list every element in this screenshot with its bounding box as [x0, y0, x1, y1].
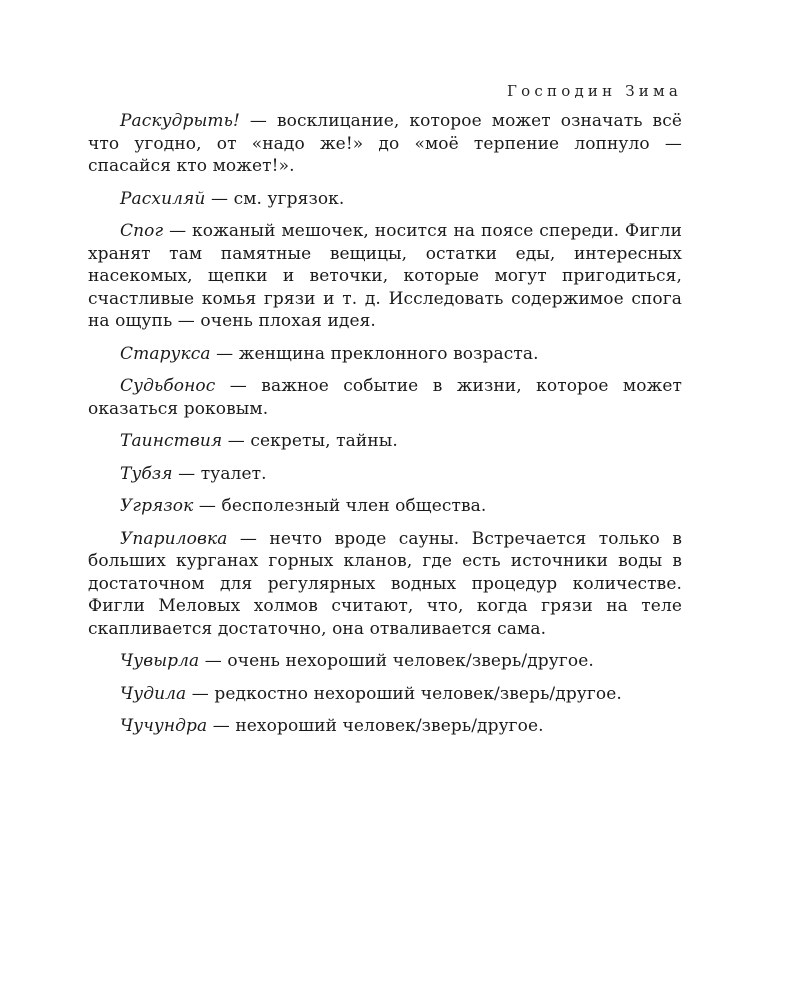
glossary-definition: — восклицание, которое может означать всё что угодно, от «надо же!» до «моё терпение лопнуло — спасайся кто может!». — [88, 111, 682, 176]
glossary-entry — [88, 375, 682, 420]
glossary-entry — [88, 110, 682, 178]
glossary-entry — [88, 463, 682, 486]
glossary-entry — [88, 495, 682, 518]
glossary-entry — [88, 188, 682, 211]
glossary-entry — [88, 715, 682, 738]
running-header: Господин Зима — [507, 82, 682, 100]
glossary-entry — [88, 220, 682, 333]
glossary-term: Раскудрыть! — [120, 111, 240, 131]
glossary-term: Таинствия — [120, 431, 223, 451]
glossary-entry — [88, 430, 682, 453]
glossary-definition: — см. угрязок. — [205, 188, 345, 209]
glossary-definition: — секреты, тайны. — [222, 431, 398, 451]
glossary-term: Чувырла — [120, 651, 200, 671]
glossary-term: Расхиляй — [120, 188, 206, 209]
glossary-term: Упариловка — [120, 528, 228, 549]
glossary-definition: — женщина преклонного возраста. — [210, 343, 539, 364]
glossary-term: Старукса — [120, 343, 211, 364]
glossary-term: Угрязок — [120, 496, 194, 516]
glossary-term: Чудила — [120, 683, 187, 704]
glossary-entry — [88, 650, 682, 673]
glossary-definition: — нехороший человек/зверь/другое. — [207, 716, 544, 736]
glossary-definition: — нечто вроде сауны. Встречается только в больших курганах горных кланов, где есть источники воды в достаточном для регулярных водных процедур количестве. Фигли Меловых холмов считают, что, когда грязи на теле скапливается достаточно, она отваливается сама. — [88, 528, 682, 639]
glossary-term: Тубзя — [120, 463, 173, 484]
glossary-term: Судьбонос — [120, 376, 216, 396]
glossary-definition: — кожаный мешочек, носится на поясе спереди. Фигли хранят там памятные вещицы, остатки еды, интересных насекомых, щепки и веточки, которые могут пригодиться, счастливые комья грязи и т. д. Исследовать содержимое спога на ощупь — очень плохая идея. — [88, 221, 682, 331]
glossary-definition: — очень нехороший человек/зверь/другое. — [199, 651, 594, 671]
glossary-entry — [88, 683, 682, 706]
glossary-definition: — важное событие в жизни, которое может оказаться роковым. — [88, 376, 682, 419]
glossary-entry — [88, 343, 682, 366]
glossary-term: Спог — [120, 221, 164, 241]
glossary-entry — [88, 528, 682, 641]
glossary-list — [88, 110, 682, 748]
glossary-definition: — бесполезный член общества. — [193, 496, 487, 516]
glossary-definition: — туалет. — [172, 463, 267, 484]
glossary-definition: — редкостно нехороший человек/зверь/другое. — [186, 683, 622, 704]
glossary-term: Чучундра — [120, 716, 208, 736]
